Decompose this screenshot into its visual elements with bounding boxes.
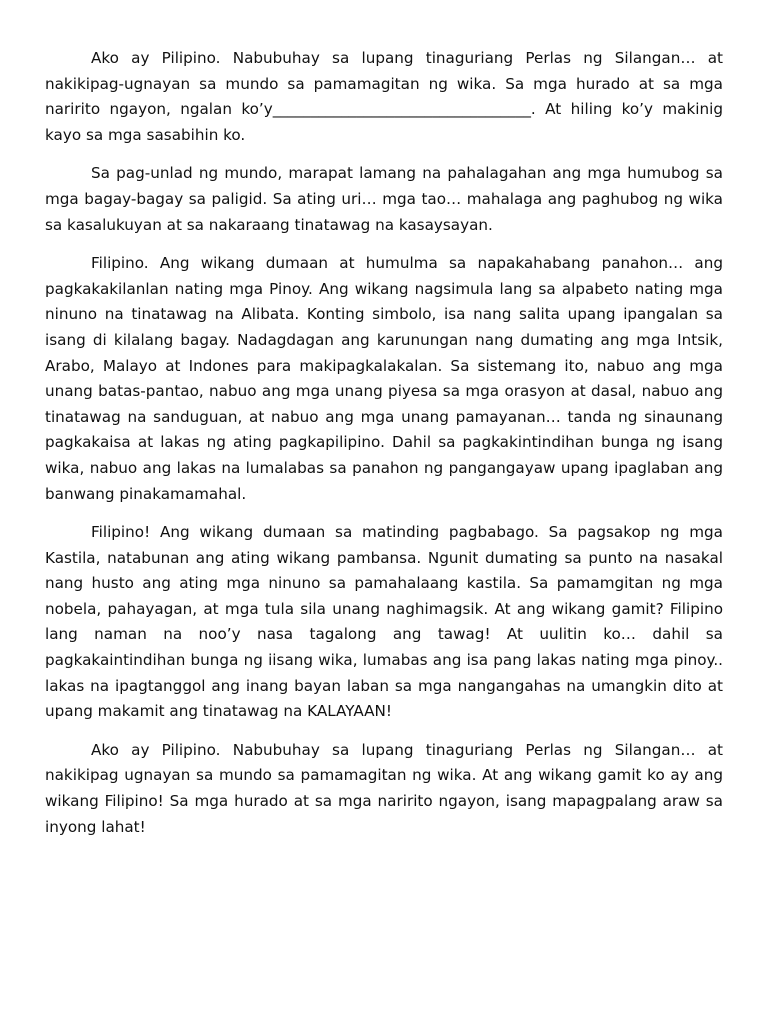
- paragraph-introduction: Ako ay Pilipino. Nabubuhay sa lupang tinaguriang Perlas ng Silangan… at nakikipag-ugnayan sa mundo sa pamamagitan ng wika. Sa mga hurado at sa mga naririto ngayon, ngalan ko’y__________________________________. At hiling ko’y makinig kayo sa mga sasabihin ko.: [45, 49, 723, 144]
- paragraph-colonial-era: Filipino! Ang wikang dumaan sa matinding pagbabago. Sa pagsakop ng mga Kastila, natabunan ang ating wikang pambansa. Ngunit dumating sa punto na nasakal nang husto ang ating mga ninuno sa pamahalaang kastila. Sa pamamgitan ng mga nobela, pahayagan, at mga tula sila unang naghimagsik. At ang wikang gamit? Filipino lang naman na noo’y nasa tagalong ang tawag! At uulitin ko… dahil sa pagkakaintindihan bunga ng iisang wika, lumabas ang isa pang lakas nating mga pinoy.. lakas na ipagtanggol ang inang bayan laban sa mga nangangahas na umangkin dito at upang makamit ang tinatawag na KALAYAAN!: [45, 523, 723, 721]
- paragraph-history-filipino: Filipino. Ang wikang dumaan at humulma sa napakahabang panahon… ang pagkakakilanlan nating mga Pinoy. Ang wikang nagsimula lang sa alpabeto nating mga ninuno na tinatawag na Alibata. Konting simbolo, isa nang salita upang ipangalan sa isang di kilalang bagay. Nadagdagan ang karunungan nang dumating ang mga Intsik, Arabo, Malayo at Indones para makipagkalakalan. Sa sistemang ito, nabuo ang mga unang batas-pantao, nabuo ang mga unang piyesa sa mga orasyon at dasal, nabuo ang tinatawag na sanduguan, at nabuo ang mga unang pamayanan… tanda ng sinaunang pagkakaisa at lakas ng ating pagkapilipino. Dahil sa pagkakintindihan bunga ng isang wika, nabuo ang lakas na lumalabas sa panahon ng pangangayaw upang ipaglaban ang banwang pinakamamahal.: [45, 254, 723, 503]
- speech-document: [45, 46, 723, 853]
- paragraph-development: Sa pag-unlad ng mundo, marapat lamang na pahalagahan ang mga humubog sa mga bagay-bagay sa paligid. Sa ating uri… mga tao… mahalaga ang paghubog ng wika sa kasalukuyan at sa nakaraang tinatawag na kasaysayan.: [45, 164, 723, 234]
- paragraph-closing: Ako ay Pilipino. Nabubuhay sa lupang tinaguriang Perlas ng Silangan… at nakikipag ugnayan sa mundo sa pamamagitan ng wika. At ang wikang gamit ko ay ang wikang Filipino! Sa mga hurado at sa mga naririto ngayon, isang mapagpalang araw sa inyong lahat!: [45, 740, 723, 836]
